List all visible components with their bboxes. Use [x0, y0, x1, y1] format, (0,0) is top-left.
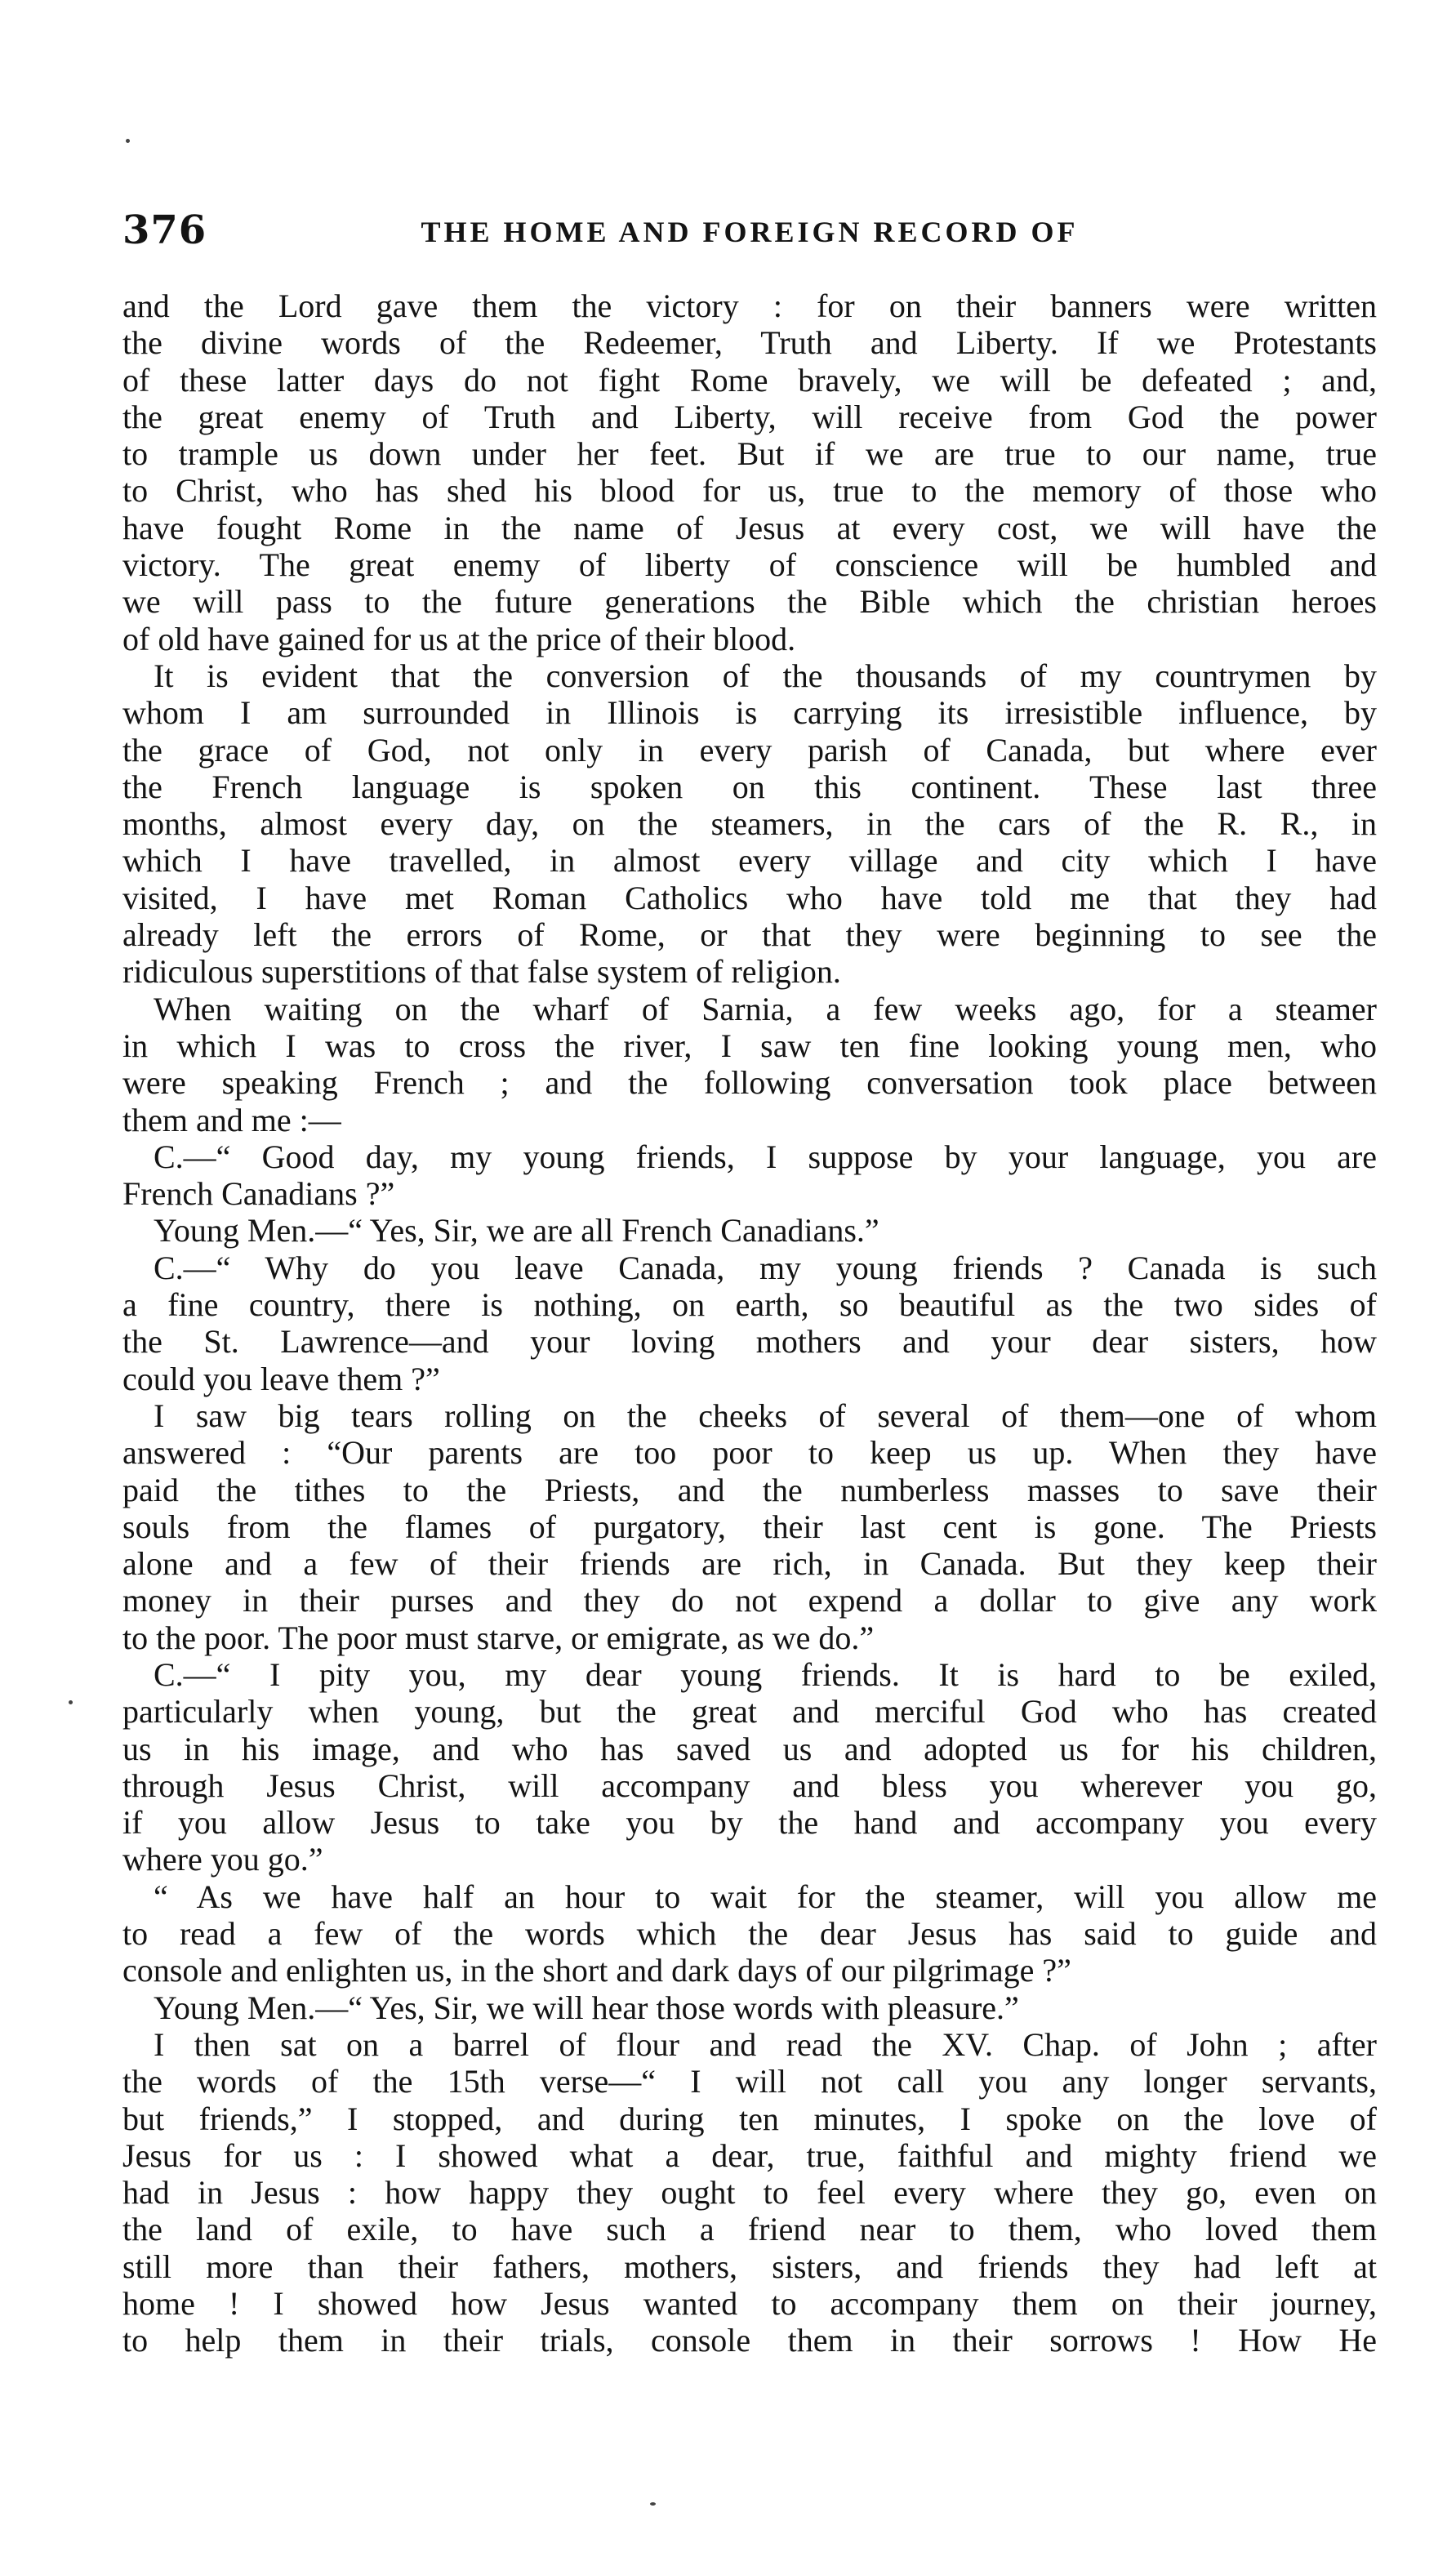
page-number: 376: [122, 207, 207, 253]
text-line: the land of exile, to have such a friend near to them, who loved them: [122, 2211, 1377, 2248]
text-line: French Canadians ?”: [122, 1175, 395, 1213]
text-line: of old have gained for us at the price of their blood.: [122, 620, 796, 657]
text-line: particularly when young, but the great and merciful God who has created: [122, 1693, 1377, 1731]
text-line: us in his image, and who has saved us and adopted us for his children,: [122, 1730, 1377, 1767]
text-line: visited, I have met Roman Catholics who have told me that they had: [122, 879, 1377, 916]
text-line: I saw big tears rolling on the cheeks of several of them—one of whom: [154, 1397, 1377, 1434]
text-line: the great enemy of Truth and Liberty, will receive from God the power: [122, 398, 1377, 435]
text-line: of these latter days do not fight Rome bravely, we will be defeated ; and,: [122, 361, 1377, 399]
text-line: them and me :—: [122, 1101, 341, 1138]
text-line: could you leave them ?”: [122, 1360, 440, 1397]
text-line: but friends,” I stopped, and during ten minutes, I spoke on the love of: [122, 2100, 1377, 2137]
text-line: money in their purses and they do not expend a dollar to give any work: [122, 1582, 1377, 1619]
text-line: Young Men.—“ Yes, Sir, we are all French Canadians.”: [154, 1212, 879, 1250]
text-line: C.—“ I pity you, my dear young friends. It is hard to be exiled,: [154, 1655, 1377, 1693]
ink-speck-bottom: [650, 2502, 656, 2506]
text-line: the St. Lawrence—and your loving mothers and your dear sisters, how: [122, 1323, 1377, 1361]
text-line: where you go.”: [122, 1841, 323, 1878]
text-line: C.—“ Good day, my young friends, I suppose by your language, you are: [154, 1138, 1377, 1175]
text-line: to help them in their trials, console them in their sorrows ! How He: [122, 2322, 1377, 2359]
text-line: answered : “Our parents are too poor to keep us up. When they have: [122, 1434, 1377, 1472]
text-line: home ! I showed how Jesus wanted to accompany them on their journey,: [122, 2285, 1377, 2323]
text-line: the divine words of the Redeemer, Truth and Liberty. If we Protestants: [122, 324, 1377, 362]
text-line: “ As we have half an hour to wait for the steamer, will you allow me: [154, 1878, 1377, 1915]
text-line: were speaking French ; and the following conversation took place between: [122, 1064, 1377, 1102]
body-text: [122, 287, 1377, 2359]
text-line: we will pass to the future generations the Bible which the christian heroes: [122, 583, 1377, 621]
text-line: to the poor. The poor must starve, or emigrate, as we do.”: [122, 1619, 875, 1656]
page-header: [122, 204, 1377, 261]
text-line: victory. The great enemy of liberty of conscience will be humbled and: [122, 546, 1377, 584]
text-line: which I have travelled, in almost every village and city which I have: [122, 842, 1377, 880]
text-line: souls from the flames of purgatory, their last cent is gone. The Priests: [122, 1508, 1377, 1545]
text-line: whom I am surrounded in Illinois is carrying its irresistible influence, by: [122, 694, 1377, 732]
text-line: the words of the 15th verse—“ I will not call you any longer servants,: [122, 2063, 1377, 2100]
running-head: THE HOME AND FOREIGN RECORD OF: [421, 216, 1079, 248]
ink-speck-top: [126, 139, 130, 143]
text-line: months, almost every day, on the steamers, in the cars of the R. R., in: [122, 805, 1377, 843]
text-line: a fine country, there is nothing, on earth, so beautiful as the two sides of: [122, 1286, 1377, 1324]
text-line: I then sat on a barrel of flour and read the XV. Chap. of John ; after: [154, 2025, 1377, 2063]
ink-speck-margin: [69, 1700, 73, 1704]
text-line: ridiculous superstitions of that false system of religion.: [122, 953, 841, 991]
text-line: to read a few of the words which the dear Jesus has said to guide and: [122, 1915, 1377, 1953]
text-line: paid the tithes to the Priests, and the numberless masses to save their: [122, 1471, 1377, 1508]
text-line: through Jesus Christ, will accompany and bless you wherever you go,: [122, 1766, 1377, 1804]
text-line: console and enlighten us, in the short and dark days of our pilgrimage ?”: [122, 1952, 1071, 1989]
text-line: if you allow Jesus to take you by the hand and accompany you every: [122, 1804, 1377, 1842]
text-line: to trample us down under her feet. But if we are true to our name, true: [122, 435, 1377, 473]
text-line: the French language is spoken on this continent. These last three: [122, 768, 1377, 805]
text-line: have fought Rome in the name of Jesus at every cost, we will have the: [122, 509, 1377, 546]
text-line: had in Jesus : how happy they ought to feel every where they go, even on: [122, 2174, 1377, 2212]
text-line: in which I was to cross the river, I saw ten fine looking young men, who: [122, 1027, 1377, 1064]
text-line: already left the errors of Rome, or that they were beginning to see the: [122, 916, 1377, 954]
text-line: and the Lord gave them the victory : for on their banners were written: [122, 287, 1377, 324]
text-line: the grace of God, not only in every parish of Canada, but where ever: [122, 731, 1377, 768]
text-line: still more than their fathers, mothers, sisters, and friends they had left at: [122, 2247, 1377, 2285]
text-line: Young Men.—“ Yes, Sir, we will hear those words with pleasure.”: [154, 1989, 1019, 2026]
text-line: C.—“ Why do you leave Canada, my young friends ? Canada is such: [154, 1249, 1377, 1286]
text-line: to Christ, who has shed his blood for us, true to the memory of those who: [122, 472, 1377, 510]
text-line: alone and a few of their friends are rich, in Canada. But they keep their: [122, 1545, 1377, 1583]
text-line: Jesus for us : I showed what a dear, true, faithful and mighty friend we: [122, 2136, 1377, 2174]
text-line: It is evident that the conversion of the thousands of my countrymen by: [154, 657, 1377, 694]
text-line: When waiting on the wharf of Sarnia, a few weeks ago, for a steamer: [154, 990, 1377, 1027]
